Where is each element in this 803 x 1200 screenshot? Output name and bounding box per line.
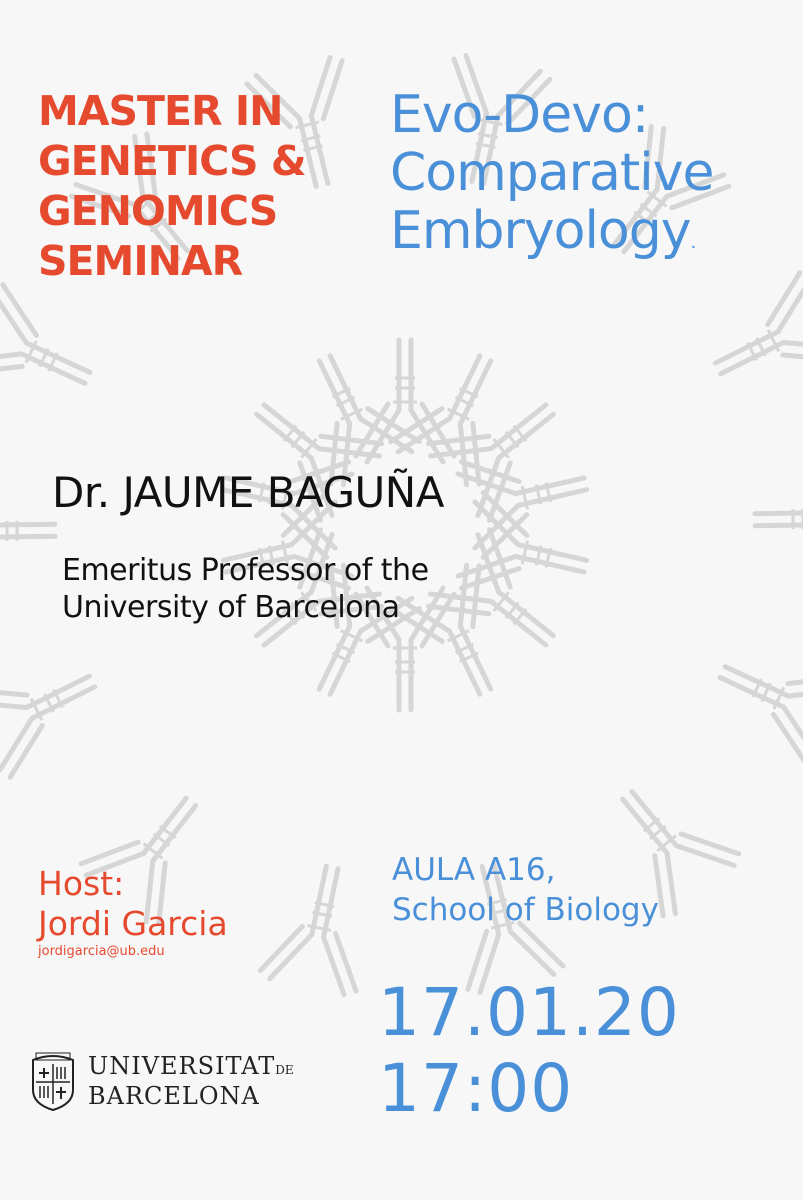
antibody-shape: [259, 857, 380, 997]
seminar-title-line: SEMINAR: [38, 237, 243, 285]
talk-title-line: [390, 202, 714, 272]
antibody-shape: [0, 282, 108, 422]
talk-title: [390, 86, 714, 272]
event-datetime: [378, 975, 680, 1127]
seminar-title-line: GENOMICS: [38, 187, 278, 235]
speaker-affiliation: [62, 552, 429, 626]
host-label: Host:: [38, 864, 125, 903]
university-name-line-1: [88, 1052, 294, 1080]
venue-line: School of Biology: [392, 892, 659, 928]
event-date: 17.01.20: [378, 974, 680, 1051]
talk-title-line-text: Embryology: [390, 201, 691, 261]
seminar-title: [38, 86, 306, 286]
antibody-shape: [702, 628, 803, 768]
affiliation-line: Emeritus Professor of the: [62, 553, 429, 588]
university-logo: [30, 1050, 294, 1118]
seminar-title-line: GENETICS &: [38, 137, 306, 185]
talk-title-dot: .: [690, 232, 696, 253]
event-time: 17:00: [378, 1050, 574, 1127]
host-name: Jordi Garcia: [38, 904, 228, 943]
antibody-shape: [696, 270, 803, 412]
talk-title-line: Evo-Devo:: [390, 85, 649, 145]
talk-title-line: Comparative: [390, 143, 714, 203]
host-block: [38, 864, 228, 944]
venue: [392, 850, 659, 930]
host-email-link[interactable]: jordigarcia@ub.edu: [38, 944, 165, 959]
university-seal-icon: [30, 1050, 76, 1114]
speaker-name: Dr. JAUME BAGUÑA: [52, 468, 444, 517]
antibody-shape: [0, 481, 56, 581]
university-name-de: DE: [275, 1063, 294, 1077]
university-name-word: UNIVERSITAT: [88, 1052, 276, 1080]
antibody-shape: [754, 469, 803, 569]
seminar-title-line: MASTER IN: [38, 87, 283, 135]
university-name-line-2: BARCELONA: [88, 1082, 260, 1110]
affiliation-line: University of Barcelona: [62, 590, 400, 625]
venue-line: AULA A16,: [392, 852, 556, 888]
antibody-shape: [0, 638, 114, 780]
